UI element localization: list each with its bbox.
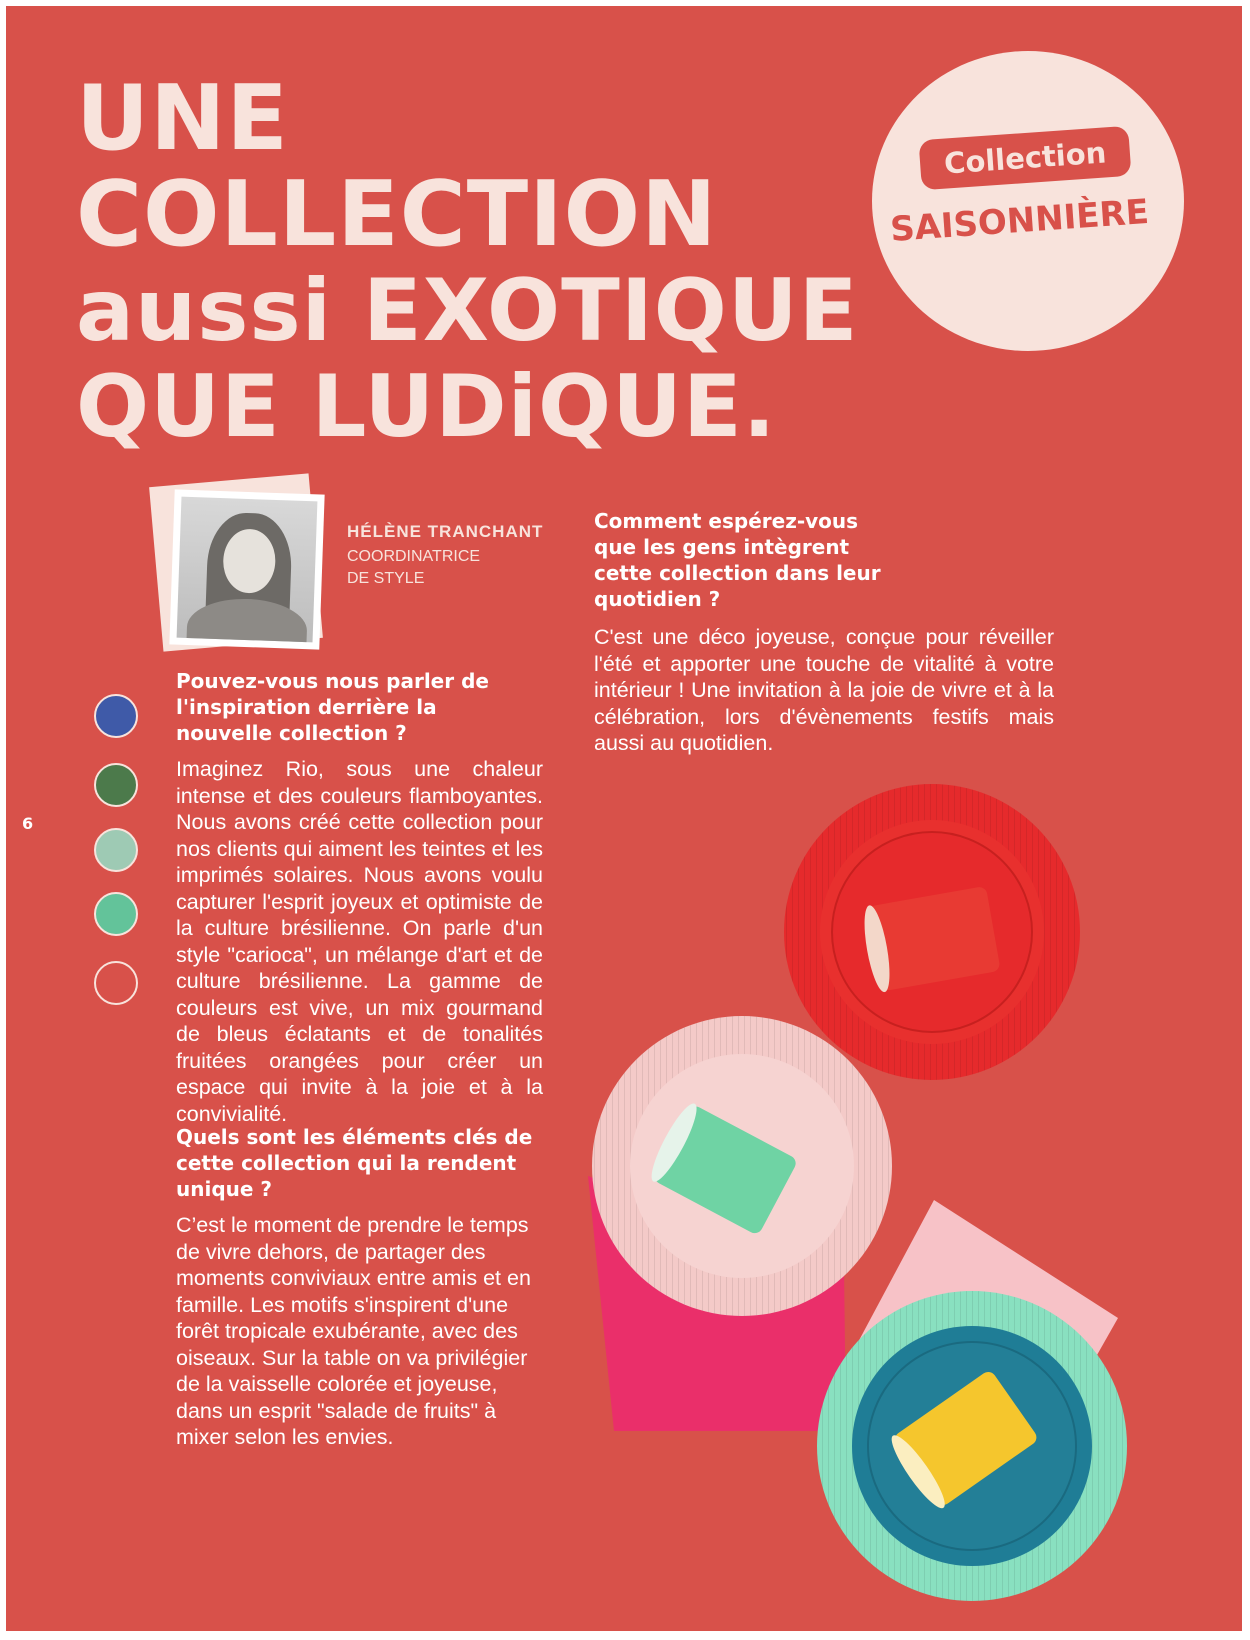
headline-line-4: QUE LUDiQUE. (76, 357, 777, 457)
headline-line-2: COLLECTION (76, 162, 718, 267)
answer-1: Imaginez Rio, sous une chaleur intense et des couleurs flamboyantes. Nous avons créé cette collection pour nos clients qui aiment les teintes et les imprimés solaires. Nous avons voulu capturer l'esprit joyeux et optimiste de la culture brésilienne. On parle d'un style "carioca", un mélange d'art et de culture brésilienne. La gamme de couleurs est vive, un mix gourmand de bleus éclatants et de tonalités fruitées orangées pour créer un espace qui invite à la joie et à la convivialité. (176, 757, 543, 1126)
page-number: 6 (22, 814, 34, 833)
author-name: HÉLÈNE TRANCHANT (347, 522, 544, 541)
question-1: Pouvez-vous nous parler de l'inspiration derrière la nouvelle collection ? (176, 669, 489, 745)
pink-plate (592, 1016, 892, 1316)
badge-label: Collection (919, 126, 1132, 191)
badge-sublabel: SAISONNIÈRE (888, 192, 1151, 250)
teal-plate-set (817, 1291, 1127, 1601)
answer-2: C’est le moment de prendre le temps de vivre dehors, de partager des moments conviviaux entre amis et en famille. Les motifs s'inspirent d'une forêt tropicale exubérante, avec des oiseaux. Sur la table on va privilégier de la vaisselle colorée et joyeuse, dans un esprit "salade de fruits" à mixer selon les envies. (176, 1213, 531, 1449)
headline-line-1: UNE (76, 66, 289, 171)
tableware-illustration (6, 6, 1242, 1631)
headline-line-3: aussi EXOTIQUE (76, 261, 859, 361)
magazine-page (6, 6, 1242, 1631)
author-role: COORDINATRICE DE STYLE (347, 548, 481, 587)
answer-3: C'est une déco joyeuse, conçue pour réveiller l'été et apporter une touche de vitalité à votre intérieur ! Une invitation à la joie de vivre et à la célébration, lors d'évènements festifs mais aussi au quotidien. (594, 625, 1054, 755)
question-2: Quels sont les éléments clés de cette collection qui la rendent unique ? (176, 1125, 533, 1201)
question-3: Comment espérez-vous que les gens intègrent cette collection dans leur quotidien ? (594, 509, 881, 611)
red-plate-set (784, 784, 1080, 1080)
